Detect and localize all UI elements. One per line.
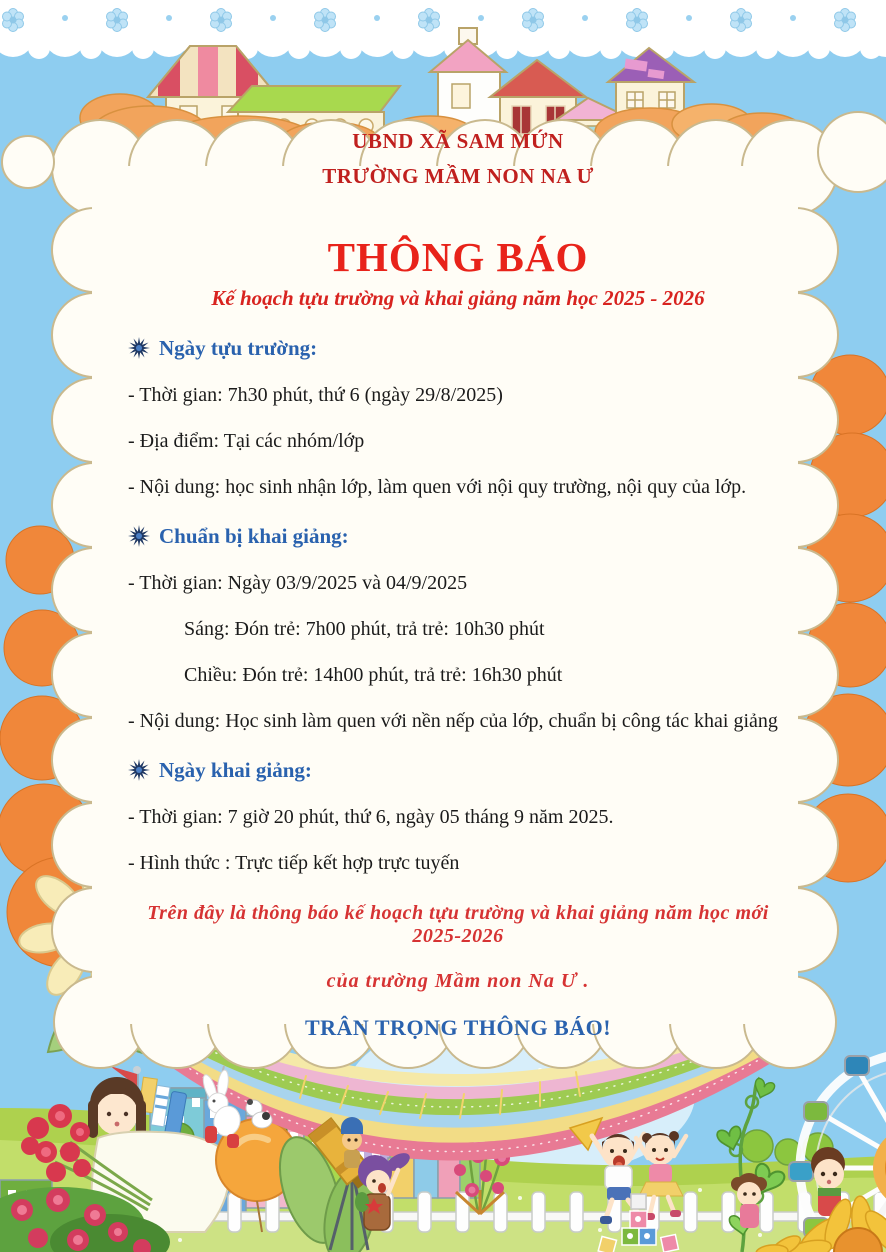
detail-line: - Thời gian: 7h30 phút, thứ 6 (ngày 29/8/2025) xyxy=(128,384,503,406)
detail-line: - Thời gian: 7 giờ 20 phút, thứ 6, ngày 05 tháng 9 năm 2025. xyxy=(128,806,614,828)
detail-line: - Thời gian: Ngày 03/9/2025 và 04/9/2025 xyxy=(128,572,468,594)
detail-line: - Nội dung: Học sinh làm quen với nền nếp của lớp, chuẩn bị công tác khai giảng xyxy=(128,710,778,732)
org-name: UBND XÃ SAM MỨN xyxy=(352,129,564,153)
section-heading-label: Ngày tựu trường: xyxy=(159,336,318,360)
detail-line: - Nội dung: học sinh nhận lớp, làm quen với nội quy trường, nội quy của lớp. xyxy=(128,476,747,498)
announcement-content xyxy=(128,128,788,1041)
section-heading-chuan-bi xyxy=(128,522,788,550)
star-burst-icon xyxy=(128,337,150,359)
detail-line: - Hình thức : Trực tiếp kết hợp trực tuyến xyxy=(128,852,460,874)
detail-line: - Địa điểm: Tại các nhóm/lớp xyxy=(128,430,365,452)
section-heading-tuu-truong xyxy=(128,334,788,362)
detail-line-indented: Chiều: Đón trẻ: 14h00 phút, trả trẻ: 16h30 phút xyxy=(184,664,563,686)
star-burst-icon xyxy=(128,759,150,781)
section-heading-label: Chuẩn bị khai giảng: xyxy=(159,524,349,548)
closing-note-line1: Trên đây là thông báo kế hoạch tựu trường và khai giảng năm học mới 2025-2026 xyxy=(147,902,769,947)
notice-title: THÔNG BÁO xyxy=(327,234,589,280)
notice-subtitle: Kế hoạch tựu trường và khai giảng năm học 2025 - 2026 xyxy=(211,286,705,310)
star-burst-icon xyxy=(128,525,150,547)
detail-line-indented: Sáng: Đón trẻ: 7h00 phút, trả trẻ: 10h30 phút xyxy=(184,618,545,640)
lace-border xyxy=(0,0,886,59)
section-heading-label: Ngày khai giảng: xyxy=(159,758,312,782)
school-name: TRƯỜNG MẦM NON NA Ư xyxy=(322,164,594,188)
closing-respect-line: TRÂN TRỌNG THÔNG BÁO! xyxy=(304,1015,612,1040)
closing-note-line2: của trường Mầm non Na Ư . xyxy=(326,970,590,992)
section-heading-khai-giang xyxy=(128,756,788,784)
